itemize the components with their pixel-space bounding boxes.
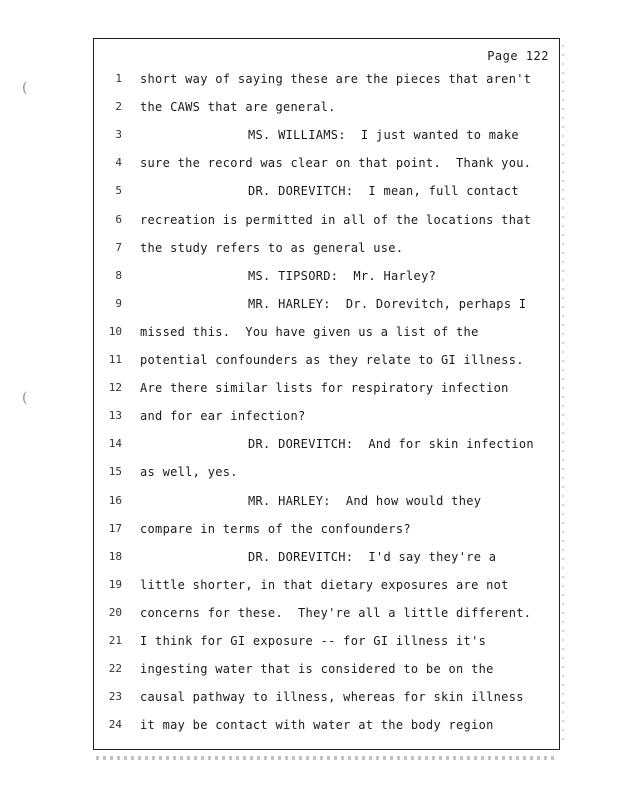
transcript-line <box>94 434 559 454</box>
line-number: 2 <box>115 100 122 114</box>
transcript-line <box>94 378 559 398</box>
transcript-line <box>94 547 559 567</box>
line-text: MS. TIPSORD: Mr. Harley? <box>248 268 437 283</box>
line-text: MR. HARLEY: Dr. Dorevitch, perhaps I <box>248 296 527 311</box>
transcript-line <box>94 659 559 679</box>
transcript-page <box>93 38 560 750</box>
line-text: and for ear infection? <box>140 409 306 424</box>
line-number: 21 <box>108 634 122 647</box>
line-number: 10 <box>108 324 122 338</box>
line-text: recreation is permitted in all of the locations that <box>140 212 532 227</box>
scan-bottom-noise <box>96 756 556 760</box>
line-text: Are there similar lists for respiratory infection <box>140 381 509 396</box>
line-number: 18 <box>108 549 122 563</box>
line-text: I think for GI exposure -- for GI illness it's <box>140 634 487 648</box>
transcript-line <box>94 210 559 230</box>
line-text: as well, yes. <box>140 465 238 480</box>
line-number: 13 <box>108 409 122 423</box>
line-text: it may be contact with water at the body region <box>140 718 494 733</box>
line-number: 23 <box>108 690 122 704</box>
line-number: 11 <box>108 353 122 366</box>
line-number: 6 <box>115 212 122 226</box>
line-number: 4 <box>115 156 122 170</box>
line-text: DR. DOREVITCH: And for skin infection <box>248 437 534 452</box>
transcript-line <box>94 294 559 314</box>
scan-mark-top: ( <box>22 80 28 96</box>
line-text: little shorter, in that dietary exposures are not <box>140 577 509 592</box>
line-text: the study refers to as general use. <box>140 240 404 255</box>
line-number: 8 <box>115 268 122 282</box>
transcript-line <box>94 406 559 426</box>
line-text: causal pathway to illness, whereas for skin illness <box>140 690 524 705</box>
line-number: 24 <box>108 718 122 732</box>
line-number: 16 <box>108 493 122 507</box>
line-number: 15 <box>108 465 122 479</box>
transcript-line <box>94 491 559 511</box>
line-text: missed this. You have given us a list of the <box>140 324 479 339</box>
line-text: DR. DOREVITCH: I mean, full contact <box>248 184 519 199</box>
line-number: 3 <box>115 128 122 142</box>
line-number: 1 <box>115 72 122 85</box>
transcript-line <box>94 687 559 707</box>
transcript-line <box>94 603 559 623</box>
page-number: Page 122 <box>487 49 549 63</box>
line-text: the CAWS that are general. <box>140 100 336 115</box>
transcript-line <box>94 350 559 370</box>
transcript-line <box>94 462 559 482</box>
transcript-line <box>94 238 559 258</box>
transcript-line <box>94 322 559 342</box>
transcript-line <box>94 153 559 173</box>
line-number: 7 <box>115 240 122 254</box>
line-text: MR. HARLEY: And how would they <box>248 493 482 508</box>
line-number: 5 <box>115 184 122 198</box>
line-number: 12 <box>108 381 122 395</box>
line-number: 9 <box>115 296 122 310</box>
line-text: ingesting water that is considered to be on the <box>140 662 494 677</box>
transcript-line <box>94 631 559 651</box>
scan-mark-mid: ( <box>22 390 28 406</box>
line-text: DR. DOREVITCH: I'd say they're a <box>248 549 497 564</box>
line-number: 17 <box>108 521 122 535</box>
transcript-line <box>94 715 559 735</box>
line-text: potential confounders as they relate to GI illness. <box>140 353 524 367</box>
transcript-line <box>94 181 559 201</box>
transcript-line <box>94 97 559 117</box>
line-text: concerns for these. They're all a little different. <box>140 605 532 620</box>
line-text: compare in terms of the confounders? <box>140 521 411 536</box>
transcript-line <box>94 69 559 89</box>
line-number: 14 <box>108 437 122 451</box>
transcript-line <box>94 125 559 145</box>
line-text: short way of saying these are the pieces that aren't <box>140 72 532 86</box>
scan-edge-noise <box>562 45 564 745</box>
transcript-line <box>94 519 559 539</box>
line-text: sure the record was clear on that point. Thank you. <box>140 156 532 171</box>
line-text: MS. WILLIAMS: I just wanted to make <box>248 128 519 143</box>
line-number: 19 <box>108 577 122 591</box>
transcript-line <box>94 575 559 595</box>
line-number: 20 <box>108 605 122 619</box>
line-number: 22 <box>108 662 122 676</box>
transcript-line <box>94 266 559 286</box>
